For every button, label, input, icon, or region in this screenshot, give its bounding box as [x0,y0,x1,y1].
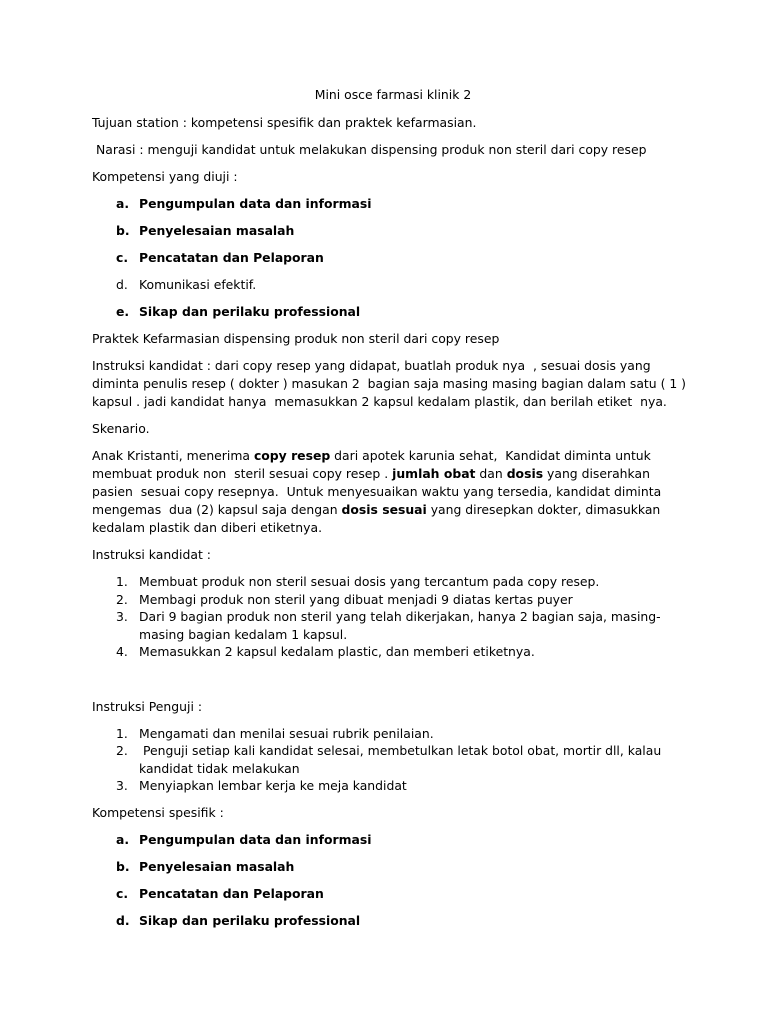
skenario-bold: dosis sesuai [341,502,427,517]
skenario-bold: copy resep [253,448,331,463]
skenario-bold: dosis [506,466,544,481]
list-item [92,195,692,213]
list-marker: c. [116,885,129,901]
list-marker: 2. [116,743,128,758]
list-item [92,912,692,930]
instruksi-kandidat-heading: Instruksi kandidat : [92,547,211,562]
skenario-paragraph [92,447,692,537]
list-item [92,643,692,661]
list-item-text: Pengumpulan data dan informasi [139,831,372,847]
list-marker: 1. [116,725,128,741]
list-item [92,303,692,321]
list-marker: 2. [116,591,128,607]
list-marker: c. [116,250,129,265]
skenario-text: yang diserahkan pasien sesuai copy resepnya. Untuk menyesuaikan waktu yang tersedia, kandidat diminta mengemas dua (2) kapsul saja dengan [92,466,670,517]
document-title: Mini osce farmasi klinik 2 [314,87,472,102]
instruksi-penguji-heading: Instruksi Penguji : [92,698,203,714]
skenario-text: dari apotek karunia sehat, Kandidat diminta untuk membuat produk non steril sesuai copy resep . [92,448,655,481]
list-item [92,608,692,643]
list-marker: d. [116,912,130,928]
list-item-text: Sikap dan perilaku professional [139,912,361,928]
list-item-text: Mengamati dan menilai sesuai rubrik penilaian. [139,725,434,741]
list-item-text: Dari 9 bagian produk non steril yang telah dikerjakan, hanya 2 bagian saja, masing-masing bagian kedalam 1 kapsul. [139,609,661,642]
list-item [92,573,692,591]
list-item-text: Pengumpulan data dan informasi [139,196,372,211]
list-item-text: Menyiapkan lembar kerja ke meja kandidat [139,778,407,793]
list-item-text: Penguji setiap kali kandidat selesai, membetulkan letak botol obat, mortir dll, kalau kandidat tidak melakukan [139,743,666,776]
tujuan-station: Tujuan station : kompetensi spesifik dan praktek kefarmasian. [92,115,477,130]
list-marker: 3. [116,609,128,624]
list-item [92,249,692,267]
list-item-text: Pencatatan dan Pelaporan [139,885,324,901]
praktek-kefarmasian: Praktek Kefarmasian dispensing produk non steril dari copy resep [92,331,500,346]
instruksi-kandidat-list [92,573,692,661]
list-marker: b. [116,858,130,874]
list-item [92,276,692,294]
list-item-text: Pencatatan dan Pelaporan [139,250,324,265]
list-item [92,777,692,795]
list-item [92,858,692,876]
list-item [92,831,692,849]
list-item [92,222,692,240]
list-item [92,725,692,743]
kompetensi-heading: Kompetensi yang diuji : [92,169,238,184]
list-marker: 4. [116,644,128,659]
instruksi-penguji-list [92,725,692,795]
list-marker: a. [116,196,130,211]
list-item [92,742,692,777]
list-item-text: Penyelesaian masalah [139,858,295,874]
list-marker: 1. [116,574,128,589]
skenario-bold: jumlah obat [392,466,476,481]
list-marker: b. [116,223,130,238]
list-item-text: Membuat produk non steril sesuai dosis yang tercantum pada copy resep. [139,574,600,589]
list-item [92,885,692,903]
kompetensi-spesifik-list [92,831,692,930]
skenario-text: yang diresepkan dokter, dimasukkan kedalam plastik dan diberi etiketnya. [92,502,669,535]
narasi: Narasi : menguji kandidat untuk melakukan dispensing produk non steril dari copy resep [92,142,647,157]
instruksi-kandidat-paragraph: Instruksi kandidat : dari copy resep yang didapat, buatlah produk nya , sesuai dosis yang diminta penulis resep ( dokter ) masukan 2 bagian saja masing masing bagian dalam satu ( 1 ) kapsul . jadi kandidat hanya memasukkan 2 kapsul kedalam plastik, dan berilah etiket nya. [92,358,690,409]
spacer [92,670,692,698]
kompetensi-list [92,195,692,321]
list-item [92,591,692,609]
list-item-text: Memasukkan 2 kapsul kedalam plastic, dan memberi etiketnya. [139,644,535,659]
list-marker: 3. [116,778,128,793]
list-marker: e. [116,304,130,319]
skenario-heading: Skenario. [92,421,150,436]
list-item-text: Komunikasi efektif. [139,277,257,292]
list-item-text: Penyelesaian masalah [139,223,295,238]
list-item-text: Sikap dan perilaku professional [139,304,361,319]
kompetensi-spesifik-heading: Kompetensi spesifik : [92,804,224,820]
list-item-text: Membagi produk non steril yang dibuat menjadi 9 diatas kertas puyer [139,591,573,607]
document-page [92,86,692,939]
list-marker: a. [116,831,130,847]
skenario-text: dan [475,466,507,481]
list-marker: d. [116,277,128,292]
skenario-text: Anak Kristanti, menerima [92,448,254,463]
